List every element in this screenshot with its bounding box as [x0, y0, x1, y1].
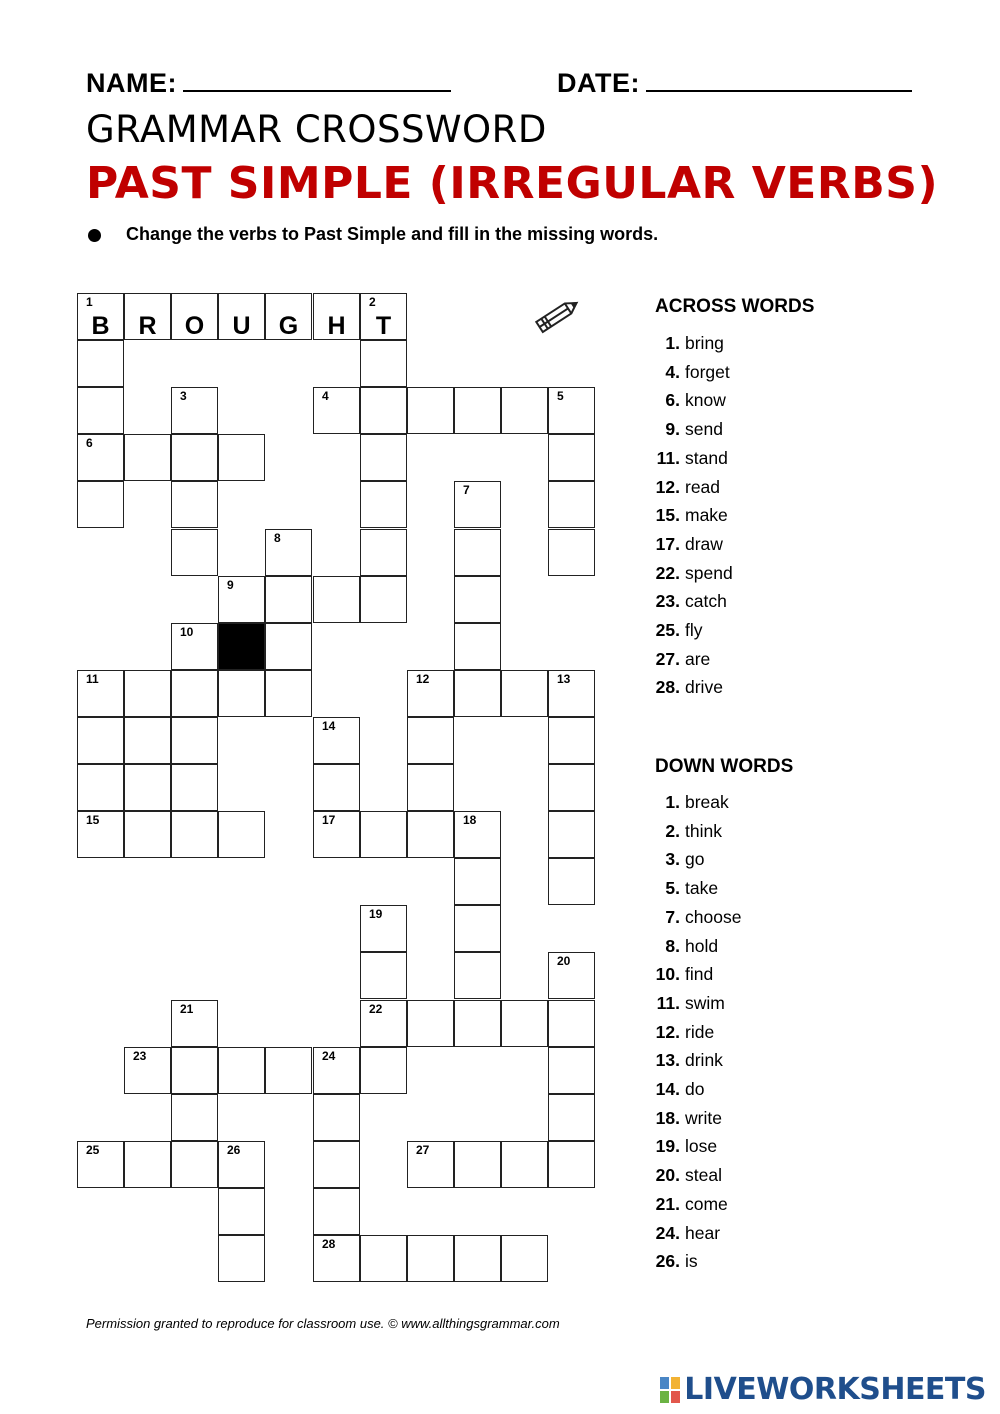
crossword-cell[interactable]: [77, 811, 124, 858]
down-heading: DOWN WORDS: [655, 756, 794, 777]
crossword-cell[interactable]: [548, 1094, 595, 1141]
down-clue-item: [650, 878, 770, 898]
crossword-cell[interactable]: [124, 434, 171, 481]
crossword-cell[interactable]: [501, 1235, 548, 1282]
crossword-cell[interactable]: [124, 717, 171, 764]
crossword-cell[interactable]: [171, 1000, 218, 1047]
crossword-cell[interactable]: [360, 434, 407, 481]
clue-item-number: 24.: [655, 1223, 680, 1243]
name-label: NAME:: [86, 68, 177, 98]
brand-name: LIVEWORKSHEETS: [684, 1372, 986, 1407]
clue-number: 11: [86, 672, 99, 686]
across-clue-item: [650, 333, 770, 353]
crossword-cell[interactable]: [218, 811, 265, 858]
clue-item-word: steal: [685, 1165, 722, 1185]
clue-item-number: 27.: [655, 649, 680, 669]
across-clue-item: [650, 677, 770, 697]
crossword-cell[interactable]: [548, 670, 595, 717]
crossword-cell[interactable]: [313, 1047, 360, 1094]
crossword-cell[interactable]: [548, 1000, 595, 1047]
down-clue-item: [650, 1251, 770, 1271]
clue-item-word: forget: [685, 362, 730, 382]
clue-number: 26: [227, 1143, 241, 1157]
clue-number: 9: [227, 578, 234, 592]
crossword-cell[interactable]: [360, 529, 407, 576]
clue-number: 10: [180, 625, 194, 639]
clue-number: 23: [133, 1049, 147, 1063]
instruction-text: Change the verbs to Past Simple and fill in the missing words.: [126, 224, 659, 244]
crossword-cell[interactable]: [171, 481, 218, 528]
across-clue-item: [650, 620, 770, 640]
clue-item-number: 4.: [665, 362, 680, 382]
down-clue-item: [650, 936, 770, 956]
clue-item-word: are: [685, 649, 711, 669]
name-blank[interactable]: [183, 68, 451, 92]
clue-item-number: 26.: [655, 1251, 680, 1271]
across-clue-item: [650, 362, 770, 382]
crossword-cell[interactable]: [454, 952, 501, 999]
crossword-cell[interactable]: [454, 623, 501, 670]
crossword-cell[interactable]: [124, 293, 171, 340]
crossword-cell[interactable]: [171, 1141, 218, 1188]
crossword-cell[interactable]: [360, 387, 407, 434]
crossword-black-cell: [218, 623, 265, 670]
crossword-cell[interactable]: [218, 293, 265, 340]
clue-number: 19: [369, 907, 383, 921]
crossword-cell[interactable]: [171, 529, 218, 576]
down-clue-item: [650, 1022, 770, 1042]
crossword-cell[interactable]: [407, 1235, 454, 1282]
clue-item-number: 17.: [655, 534, 680, 554]
crossword-cell[interactable]: [407, 811, 454, 858]
crossword-cell[interactable]: [407, 717, 454, 764]
clue-number: 1: [86, 295, 93, 309]
crossword-cell[interactable]: [407, 1141, 454, 1188]
crossword-cell[interactable]: [313, 576, 360, 623]
crossword-cell[interactable]: [313, 1235, 360, 1282]
crossword-cell[interactable]: [265, 576, 312, 623]
crossword-cell[interactable]: [77, 340, 124, 387]
clue-number: 24: [322, 1049, 336, 1063]
across-clue-item: [650, 649, 770, 669]
clue-item-word: bring: [685, 333, 724, 353]
down-clue-item: [650, 1136, 770, 1156]
clue-item-number: 19.: [655, 1136, 680, 1156]
down-clue-item: [650, 1223, 770, 1243]
clue-item-number: 9.: [665, 419, 680, 439]
clue-number: 27: [416, 1143, 430, 1157]
clue-number: 6: [86, 436, 93, 450]
logo-mark-icon: [660, 1377, 680, 1403]
clue-item-word: lose: [685, 1136, 718, 1156]
clue-item-word: think: [685, 821, 722, 841]
crossword-cell[interactable]: [407, 764, 454, 811]
clue-item-word: stand: [685, 448, 728, 468]
crossword-cell[interactable]: [454, 858, 501, 905]
down-clue-item: [650, 993, 770, 1013]
bullet-icon: [88, 229, 101, 242]
crossword-cell[interactable]: [501, 387, 548, 434]
clue-item-word: know: [685, 390, 726, 410]
crossword-cell[interactable]: [501, 670, 548, 717]
crossword-cell[interactable]: [454, 1141, 501, 1188]
clue-item-word: find: [685, 964, 714, 984]
clue-item-word: spend: [685, 563, 733, 583]
crossword-cell[interactable]: [360, 811, 407, 858]
across-clue-item: [650, 477, 770, 497]
name-field: [86, 68, 451, 99]
worksheet-subtitle: PAST SIMPLE (IRREGULAR VERBS): [86, 158, 939, 209]
clue-item-word: choose: [685, 907, 742, 927]
crossword-cell[interactable]: [360, 481, 407, 528]
clue-item-word: do: [685, 1079, 705, 1099]
crossword-cell[interactable]: [171, 387, 218, 434]
clue-item-number: 11.: [656, 993, 680, 1013]
crossword-cell[interactable]: [171, 811, 218, 858]
crossword-cell[interactable]: [360, 1047, 407, 1094]
crossword-cell[interactable]: [218, 670, 265, 717]
down-clue-item: [650, 1108, 770, 1128]
crossword-cell[interactable]: [548, 764, 595, 811]
crossword-cell[interactable]: [77, 1141, 124, 1188]
crossword-cell[interactable]: [313, 1141, 360, 1188]
crossword-cell[interactable]: [171, 623, 218, 670]
clue-item-word: send: [685, 419, 723, 439]
clue-item-number: 8.: [665, 936, 680, 956]
across-clue-item: [650, 591, 770, 611]
crossword-cell[interactable]: [454, 576, 501, 623]
down-clue-item: [650, 907, 770, 927]
filled-letter: O: [184, 312, 205, 340]
crossword-cell[interactable]: [218, 1047, 265, 1094]
crossword-cell[interactable]: [171, 1094, 218, 1141]
clue-item-number: 2.: [665, 821, 680, 841]
crossword-cell[interactable]: [313, 293, 360, 340]
crossword-cell[interactable]: [548, 481, 595, 528]
crossword-cell[interactable]: [218, 1188, 265, 1235]
crossword-cell[interactable]: [124, 811, 171, 858]
clue-item-number: 20.: [655, 1165, 680, 1185]
down-clue-item: [650, 964, 770, 984]
crossword-cell[interactable]: [124, 1047, 171, 1094]
clue-number: 17: [322, 813, 336, 827]
crossword-cell[interactable]: [454, 1000, 501, 1047]
crossword-cell[interactable]: [360, 952, 407, 999]
crossword-cell[interactable]: [124, 1141, 171, 1188]
crossword-cell[interactable]: [548, 1047, 595, 1094]
crossword-cell[interactable]: [548, 952, 595, 999]
clue-item-number: 11.: [656, 448, 680, 468]
clue-item-word: write: [685, 1108, 722, 1128]
crossword-cell[interactable]: [454, 481, 501, 528]
clue-item-number: 13.: [655, 1050, 680, 1070]
crossword-cell[interactable]: [124, 764, 171, 811]
crossword-cell[interactable]: [218, 434, 265, 481]
clue-item-word: take: [685, 878, 719, 898]
down-clue-item: [650, 1079, 770, 1099]
clue-number: 20: [557, 954, 571, 968]
crossword-cell[interactable]: [218, 1141, 265, 1188]
crossword-cell[interactable]: [407, 1000, 454, 1047]
clue-item-number: 28.: [655, 677, 680, 697]
clue-item-number: 5.: [665, 878, 680, 898]
down-clue-item: [650, 792, 770, 812]
crossword-cell[interactable]: [548, 529, 595, 576]
clue-number: 25: [86, 1143, 100, 1157]
clue-item-word: break: [685, 792, 729, 812]
crossword-cell[interactable]: [454, 529, 501, 576]
clue-number: 28: [322, 1237, 336, 1251]
down-clue-item: [650, 1050, 770, 1070]
clue-item-word: drink: [685, 1050, 723, 1070]
filled-letter: U: [232, 312, 251, 340]
crossword-cell[interactable]: [313, 1094, 360, 1141]
clue-item-number: 1.: [665, 333, 680, 353]
crossword-cell[interactable]: [171, 293, 218, 340]
across-clue-item: [650, 534, 770, 554]
clue-item-word: hear: [685, 1223, 721, 1243]
crossword-cell[interactable]: [548, 434, 595, 481]
clue-item-word: go: [685, 849, 705, 869]
crossword-cell[interactable]: [454, 811, 501, 858]
crossword-cell[interactable]: [501, 1141, 548, 1188]
crossword-cell[interactable]: [171, 670, 218, 717]
crossword-cell[interactable]: [171, 434, 218, 481]
date-label: DATE:: [557, 68, 640, 98]
crossword-cell[interactable]: [77, 481, 124, 528]
clue-number: 21: [180, 1002, 194, 1016]
clue-item-number: 12.: [655, 1022, 680, 1042]
crossword-cell[interactable]: [454, 905, 501, 952]
clue-number: 3: [180, 389, 187, 403]
crossword-cell[interactable]: [265, 529, 312, 576]
down-clue-item: [650, 849, 770, 869]
down-clue-item: [650, 1165, 770, 1185]
crossword-cell[interactable]: [124, 670, 171, 717]
crossword-cell[interactable]: [313, 717, 360, 764]
crossword-cell[interactable]: [313, 811, 360, 858]
crossword-cell[interactable]: [548, 717, 595, 764]
across-heading: ACROSS WORDS: [655, 296, 815, 317]
clue-item-word: read: [685, 477, 721, 497]
clue-item-word: make: [685, 505, 728, 525]
clue-item-word: drive: [685, 677, 723, 697]
crossword-cell[interactable]: [171, 717, 218, 764]
crossword-cell[interactable]: [171, 1047, 218, 1094]
crossword-cell[interactable]: [548, 1141, 595, 1188]
clue-number: 4: [322, 389, 329, 403]
crossword-cell[interactable]: [313, 387, 360, 434]
clue-item-word: hold: [685, 936, 719, 956]
crossword-cell[interactable]: [548, 811, 595, 858]
crossword-cell[interactable]: [360, 1235, 407, 1282]
clue-number: 8: [274, 531, 281, 545]
crossword-cell[interactable]: [360, 1000, 407, 1047]
clue-number: 22: [369, 1002, 383, 1016]
clue-number: 18: [463, 813, 477, 827]
clue-number: 12: [416, 672, 430, 686]
crossword-cell[interactable]: [360, 293, 407, 340]
clue-item-word: ride: [685, 1022, 715, 1042]
filled-letter: T: [375, 312, 392, 340]
filled-letter: R: [138, 312, 157, 340]
crossword-cell[interactable]: [265, 293, 312, 340]
clue-item-number: 7.: [665, 907, 680, 927]
across-clue-item: [650, 563, 770, 583]
crossword-cell[interactable]: [454, 670, 501, 717]
clue-item-word: fly: [685, 620, 703, 640]
down-clue-item: [650, 1194, 770, 1214]
crossword-cell[interactable]: [77, 387, 124, 434]
clue-item-number: 25.: [655, 620, 680, 640]
pencil-icon: [530, 292, 586, 338]
crossword-cell[interactable]: [407, 670, 454, 717]
clue-item-word: draw: [685, 534, 723, 554]
clue-item-number: 10.: [655, 964, 680, 984]
clue-item-number: 12.: [655, 477, 680, 497]
crossword-cell[interactable]: [77, 434, 124, 481]
permission-footer: Permission granted to reproduce for classroom use. © www.allthingsgrammar.com: [86, 1316, 560, 1331]
clue-number: 13: [557, 672, 571, 686]
crossword-cell[interactable]: [218, 576, 265, 623]
clue-number: 5: [557, 389, 564, 403]
filled-letter: B: [91, 312, 110, 340]
across-clue-item: [650, 419, 770, 439]
crossword-cell[interactable]: [548, 387, 595, 434]
filled-letter: H: [327, 312, 346, 340]
clue-number: 7: [463, 483, 470, 497]
crossword-cell[interactable]: [265, 1047, 312, 1094]
crossword-cell[interactable]: [454, 1235, 501, 1282]
crossword-cell[interactable]: [501, 1000, 548, 1047]
clue-item-number: 15.: [655, 505, 680, 525]
crossword-cell[interactable]: [265, 670, 312, 717]
crossword-cell[interactable]: [77, 717, 124, 764]
clue-item-number: 21.: [655, 1194, 680, 1214]
clue-item-number: 22.: [655, 563, 680, 583]
down-clue-item: [650, 821, 770, 841]
date-blank[interactable]: [646, 68, 912, 92]
clue-item-number: 23.: [655, 591, 680, 611]
across-clue-item: [650, 448, 770, 468]
date-field: [557, 68, 912, 99]
clue-item-word: swim: [685, 993, 725, 1013]
clue-item-word: come: [685, 1194, 728, 1214]
clue-number: 15: [86, 813, 100, 827]
crossword-cell[interactable]: [77, 670, 124, 717]
across-clue-item: [650, 390, 770, 410]
crossword-cell[interactable]: [454, 387, 501, 434]
crossword-cell[interactable]: [77, 764, 124, 811]
clue-item-number: 6.: [665, 390, 680, 410]
clue-item-number: 18.: [655, 1108, 680, 1128]
crossword-cell[interactable]: [218, 1235, 265, 1282]
crossword-cell[interactable]: [407, 387, 454, 434]
clue-item-number: 14.: [655, 1079, 680, 1099]
crossword-cell[interactable]: [360, 905, 407, 952]
worksheet-title: GRAMMAR CROSSWORD: [86, 108, 547, 151]
clue-number: 14: [322, 719, 336, 733]
filled-letter: G: [278, 312, 299, 340]
crossword-cell[interactable]: [77, 293, 124, 340]
clue-item-number: 3.: [665, 849, 680, 869]
crossword-cell[interactable]: [313, 764, 360, 811]
across-clue-item: [650, 505, 770, 525]
clue-item-word: catch: [685, 591, 727, 611]
crossword-cell[interactable]: [548, 858, 595, 905]
crossword-cell[interactable]: [313, 1188, 360, 1235]
brand-logo: [660, 1372, 986, 1407]
crossword-cell[interactable]: [360, 340, 407, 387]
clue-number: 2: [369, 295, 376, 309]
crossword-cell[interactable]: [171, 764, 218, 811]
crossword-cell[interactable]: [360, 576, 407, 623]
clue-item-number: 1.: [665, 792, 680, 812]
crossword-cell[interactable]: [265, 623, 312, 670]
clue-item-word: is: [685, 1251, 698, 1271]
